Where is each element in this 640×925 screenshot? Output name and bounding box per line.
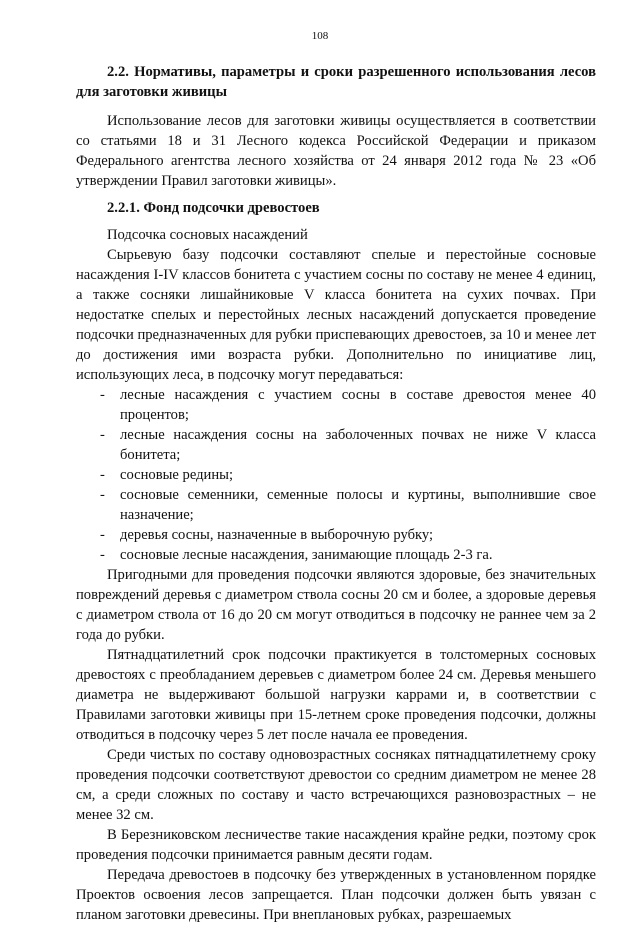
transfer-list: [76, 385, 596, 565]
paragraph-transfer: Передача древостоев в подсочку без утвержденных в установленном порядке Проектов освоения лесов запрещается. План подсочки должен быть увязан с планом заготовки древесины. При внеплановых рубках, разрешаемых: [76, 867, 596, 923]
list-dash: -: [100, 427, 105, 443]
paragraph-fifteen-year-term: Пятнадцатилетний срок подсочки практикуется в толстомерных сосновых древостоях с преобладанием деревьев с диаметром более 24 см. Деревья меньшего диаметра не выдерживают большой нагрузки каррами и, в соответствии с Правилами заготовки живицы при 15-летнем сроке проведения подсочки, должны отводиться в подсочку через 5 лет после начала ее проведения.: [76, 647, 596, 743]
paragraph-suitable-trees: Пригодными для проведения подсочки являются здоровые, без значительных повреждений деревья с диаметром ствола сосны 20 см и более, а здоровые деревья с диаметром ствола от 16 до 20 см могут отводиться в подсочку не раннее чем за 2 года до рубки.: [76, 567, 596, 643]
list-item-text: лесные насаждения с участием сосны в составе древостоя менее 40 процентов;: [120, 387, 596, 423]
list-item: [76, 465, 596, 485]
paragraph-pure-stands: Среди чистых по составу одновозрастных сосняках пятнадцатилетнему сроку проведения подсочки соответствуют древостои со средним диаметром не менее 28 см, а среди сложных по составу и часто встречающихся разновозрастных – не менее 32 см.: [76, 747, 596, 823]
list-dash: -: [100, 387, 105, 403]
intro-paragraph: Использование лесов для заготовки живицы осуществляется в соответствии со статьями 18 и 31 Лесного кодекса Российской Федерации и приказом Федерального агентства лесного хозяйства от 24 января 2012 года № 23 «Об утверждении Правил заготовки живицы».: [76, 113, 596, 189]
subheading-text: Подсочка сосновых насаждений: [107, 227, 308, 243]
list-dash: -: [100, 547, 105, 563]
list-item: [76, 485, 596, 525]
paragraph-raw-material-base: Сырьевую базу подсочки составляют спелые и перестойные сосновые насаждения I-IV классов бонитета с участием сосны по составу не менее 4 единиц, а также сосняки лишайниковые V класса бонитета на сухих почвах. При недостатке спелых и перестойных лесных насаждений допускается проведение подсочки предназначенных для рубки приспевающих древостоев, за 10 и менее лет до достижения ими возраста рубки. Дополнительно по инициативе лиц, использующих леса, в подсочку могут передаваться:: [76, 247, 596, 383]
list-item: [76, 545, 596, 565]
list-item: [76, 385, 596, 425]
page-number: 108: [311, 30, 329, 42]
list-item: [76, 525, 596, 545]
list-item-text: деревья сосны, назначенные в выборочную рубку;: [120, 527, 434, 543]
list-item-text: сосновые редины;: [120, 467, 234, 483]
list-item: [76, 425, 596, 465]
list-dash: -: [100, 467, 105, 483]
list-item-text: лесные насаждения сосны на заболоченных почвах не ниже V класса бонитета;: [120, 427, 596, 463]
list-item-text: сосновые семенники, семенные полосы и куртины, выполнившие свое назначение;: [120, 487, 596, 523]
paragraph-bereznikovsky: В Березниковском лесничестве такие насаждения крайне редки, поэтому срок проведения подсочки принимается равным десяти годам.: [76, 827, 596, 863]
list-dash: -: [100, 487, 105, 503]
section-heading: 2.2. Нормативы, параметры и сроки разрешенного использования лесов для заготовки живицы: [76, 64, 596, 100]
list-dash: -: [100, 527, 105, 543]
page-content: [76, 62, 596, 925]
list-item-text: сосновые лесные насаждения, занимающие площадь 2-3 га.: [120, 547, 493, 563]
subsection-heading: 2.2.1. Фонд подсочки древостоев: [107, 200, 320, 216]
